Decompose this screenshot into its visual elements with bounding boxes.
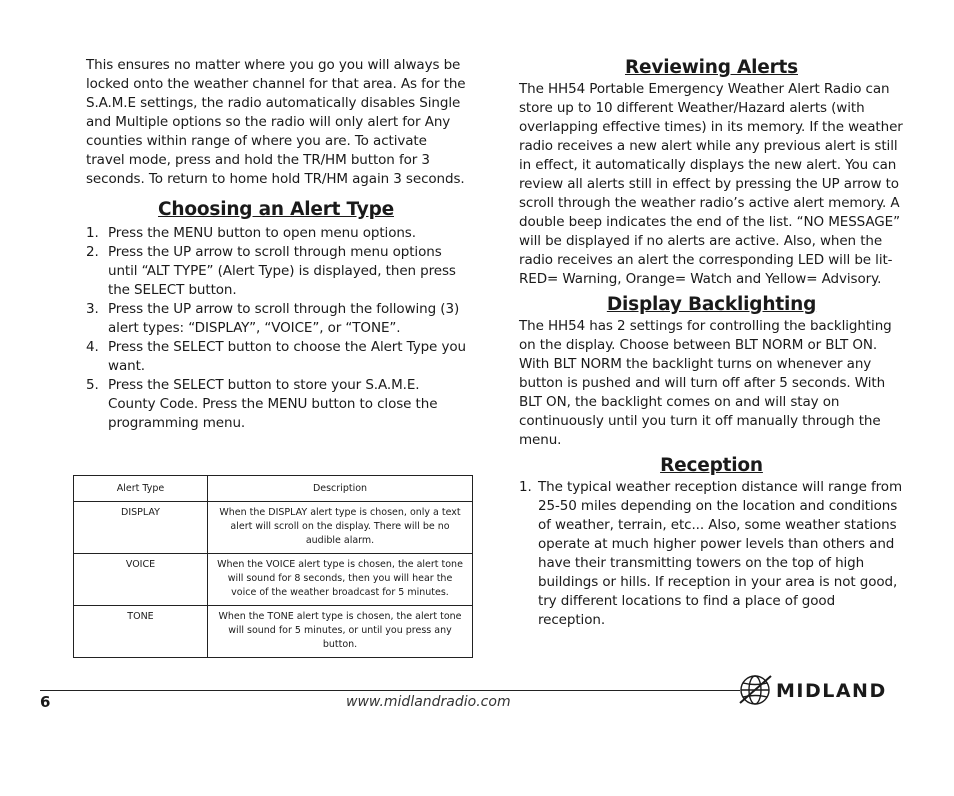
step-item [86, 300, 466, 338]
step-text: Press the UP arrow to scroll through menu options until “ALT TYPE” (Alert Type) is displayed, then press the SELECT button. [108, 244, 456, 298]
cell-description: When the DISPLAY alert type is chosen, only a text alert will scroll on the display. There will be no audible alarm. [208, 502, 473, 554]
step-item [86, 243, 466, 300]
reviewing-alerts-text: The HH54 Portable Emergency Weather Alert Radio can store up to 10 different Weather/Hazard alerts (with overlapping effective times) in its memory. If the weather radio receives a new alert while any previous alert is still in effect, it automatically displays the new alert. You can review all alerts still in effect by pressing the UP arrow to scroll through the weather radio’s active alert memory. A double beep indicates the end of the list. “NO MESSAGE” will be displayed if no alerts are active. Also, when the radio receives an alert the corresponding LED will be lit- RED= Warning, Orange= Watch and Yellow= Advisory. [519, 81, 903, 287]
left-column [86, 56, 466, 433]
step-item [86, 376, 466, 433]
step-item [86, 224, 466, 243]
cell-alert-type: TONE [74, 606, 208, 658]
cell-description: When the TONE alert type is chosen, the alert tone will sound for 5 minutes, or until you press any button. [208, 606, 473, 658]
cell-description: When the VOICE alert type is chosen, the alert tone will sound for 8 seconds, then you will hear the voice of the weather broadcast for 5 minutes. [208, 554, 473, 606]
step-number: 1. [86, 225, 99, 241]
alert-type-table [73, 475, 473, 658]
reception-text: The typical weather reception distance will range from 25-50 miles depending on the location and conditions of weather, terrain, etc... Also, some weather stations operate at much higher power levels than others and have their transmitting towers on the top of high buildings or hills. If reception in your area is not good, try different locations to find a place of good reception. [538, 479, 903, 628]
website-url: www.midlandradio.com [346, 694, 511, 710]
table-header-row [74, 476, 473, 502]
step-number: 2. [86, 244, 99, 260]
step-number: 5. [86, 377, 99, 393]
globe-icon [740, 676, 771, 704]
cell-alert-type: DISPLAY [74, 502, 208, 554]
reception-heading: Reception [660, 455, 763, 476]
footer-rule [40, 690, 740, 691]
intro-paragraph: This ensures no matter where you go you will always be locked onto the weather channel for that area. As for the S.A.M.E settings, the radio automatically disables Single and Multiple options so the radio will only alert for Any counties within range of where you are. To activate travel mode, press and hold the TR/HM button for 3 seconds. To return to home hold TR/HM again 3 seconds. [86, 57, 466, 187]
reception-number: 1. [519, 479, 532, 495]
step-text: Press the UP arrow to scroll through the following (3) alert types: “DISPLAY”, “VOICE”, or “TONE”. [108, 301, 460, 336]
column-header-description: Description [208, 476, 473, 502]
step-number: 4. [86, 339, 99, 355]
cell-alert-type: VOICE [74, 554, 208, 606]
display-backlighting-text: The HH54 has 2 settings for controlling the backlighting on the display. Choose between BLT NORM or BLT ON. With BLT NORM the backlight turns on whenever any button is pushed and will turn off after 5 seconds. With BLT ON, the backlight comes on and will stay on continuously until you turn it off manually through the menu. [519, 318, 892, 448]
step-item [86, 338, 466, 376]
table-row [74, 502, 473, 554]
table-row [74, 606, 473, 658]
page-number: 6 [40, 693, 51, 711]
step-text: Press the MENU button to open menu options. [108, 225, 416, 241]
reception-item [519, 478, 904, 630]
display-backlighting-heading: Display Backlighting [606, 294, 817, 315]
right-column [519, 56, 904, 630]
step-number: 3. [86, 301, 99, 317]
choosing-alert-type-heading: Choosing an Alert Type [158, 199, 394, 220]
midland-logo [738, 670, 920, 710]
alert-type-steps [86, 224, 466, 433]
step-text: Press the SELECT button to store your S.A.M.E. County Code. Press the MENU button to close the programming menu. [108, 377, 438, 431]
reception-list [519, 478, 904, 630]
step-text: Press the SELECT button to choose the Alert Type you want. [108, 339, 466, 374]
table-row [74, 554, 473, 606]
column-header-alert-type: Alert Type [74, 476, 208, 502]
reviewing-alerts-heading: Reviewing Alerts [624, 57, 798, 78]
brand-wordmark: MIDLAND [776, 680, 887, 702]
